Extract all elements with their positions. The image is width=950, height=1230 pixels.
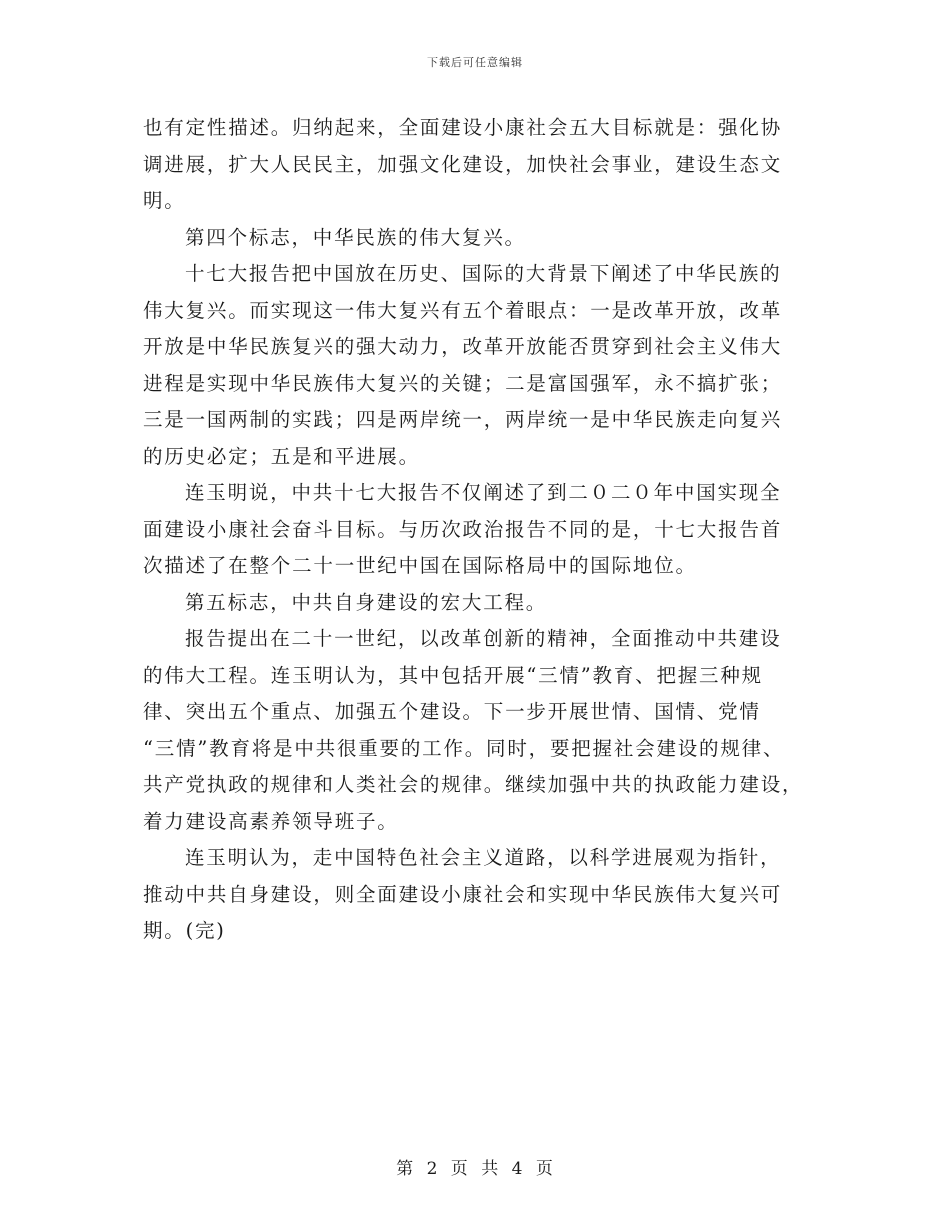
text-line: 伟大复兴。而实现这一伟大复兴有五个着眼点：一是改革开放，改革 (143, 298, 783, 322)
text-line: 推动中共自身建设，则全面建设小康社会和实现中华民族伟大复兴可 (143, 882, 783, 906)
text-line: 律、突出五个重点、加强五个建设。下一步开展世情、国情、党情 (143, 700, 761, 723)
text-line: 次描述了在整个二十一世纪中国在国际格局中的国际地位。 (143, 554, 697, 577)
page-header: 下载后可任意编辑 (427, 56, 523, 69)
text-line: 进程是实现中华民族伟大复兴的关键；二是富国强军，永不搞扩张； (143, 371, 783, 395)
text-line: 共产党执政的规律和人类社会的规律。继续加强中共的执政能力建设， (143, 773, 804, 796)
text-line: 开放是中华民族复兴的强大动力，改革开放能否贯穿到社会主义伟大 (143, 335, 783, 358)
text-line: 连玉明认为，走中国特色社会主义道路，以科学进展观为指针， (185, 846, 782, 869)
text-line: 也有定性描述。归纳起来，全面建设小康社会五大目标就是：强化协 (143, 116, 783, 139)
text-line: 明。 (143, 189, 186, 212)
text-line: 报告提出在二十一世纪，以改革创新的精神，全面推动中共建设 (185, 627, 782, 650)
text-line: 面建设小康社会奋斗目标。与历次政治报告不同的是，十七大报告首 (143, 517, 783, 541)
text-line: 十七大报告把中国放在历史、国际的大背景下阐述了中华民族的 (185, 262, 782, 285)
text-line: 期。(完) (143, 919, 226, 942)
section-heading: 第四个标志，中华民族的伟大复兴。 (185, 225, 526, 249)
text-line: 着力建设高素养领导班子。 (143, 809, 399, 833)
text-line: 连玉明说，中共十七大报告不仅阐述了到二０二０年中国实现全 (185, 481, 782, 504)
page-number-footer: 第 2 页 共 4 页 (396, 1159, 554, 1179)
section-heading: 第五标志，中共自身建设的宏大工程。 (185, 590, 548, 614)
text-line: 的伟大工程。连玉明认为，其中包括开展“三情”教育、把握三种规 (143, 663, 763, 687)
text-line: 调进展，扩大人民民主，加强文化建设，加快社会事业，建设生态文 (143, 152, 783, 176)
text-line: “三情”教育将是中共很重要的工作。同时，要把握社会建设的规律、 (143, 736, 785, 760)
text-line: 三是一国两制的实践；四是两岸统一，两岸统一是中华民族走向复兴 (143, 408, 783, 431)
document-body (143, 110, 803, 950)
text-line: 的历史必定；五是和平进展。 (143, 444, 420, 468)
